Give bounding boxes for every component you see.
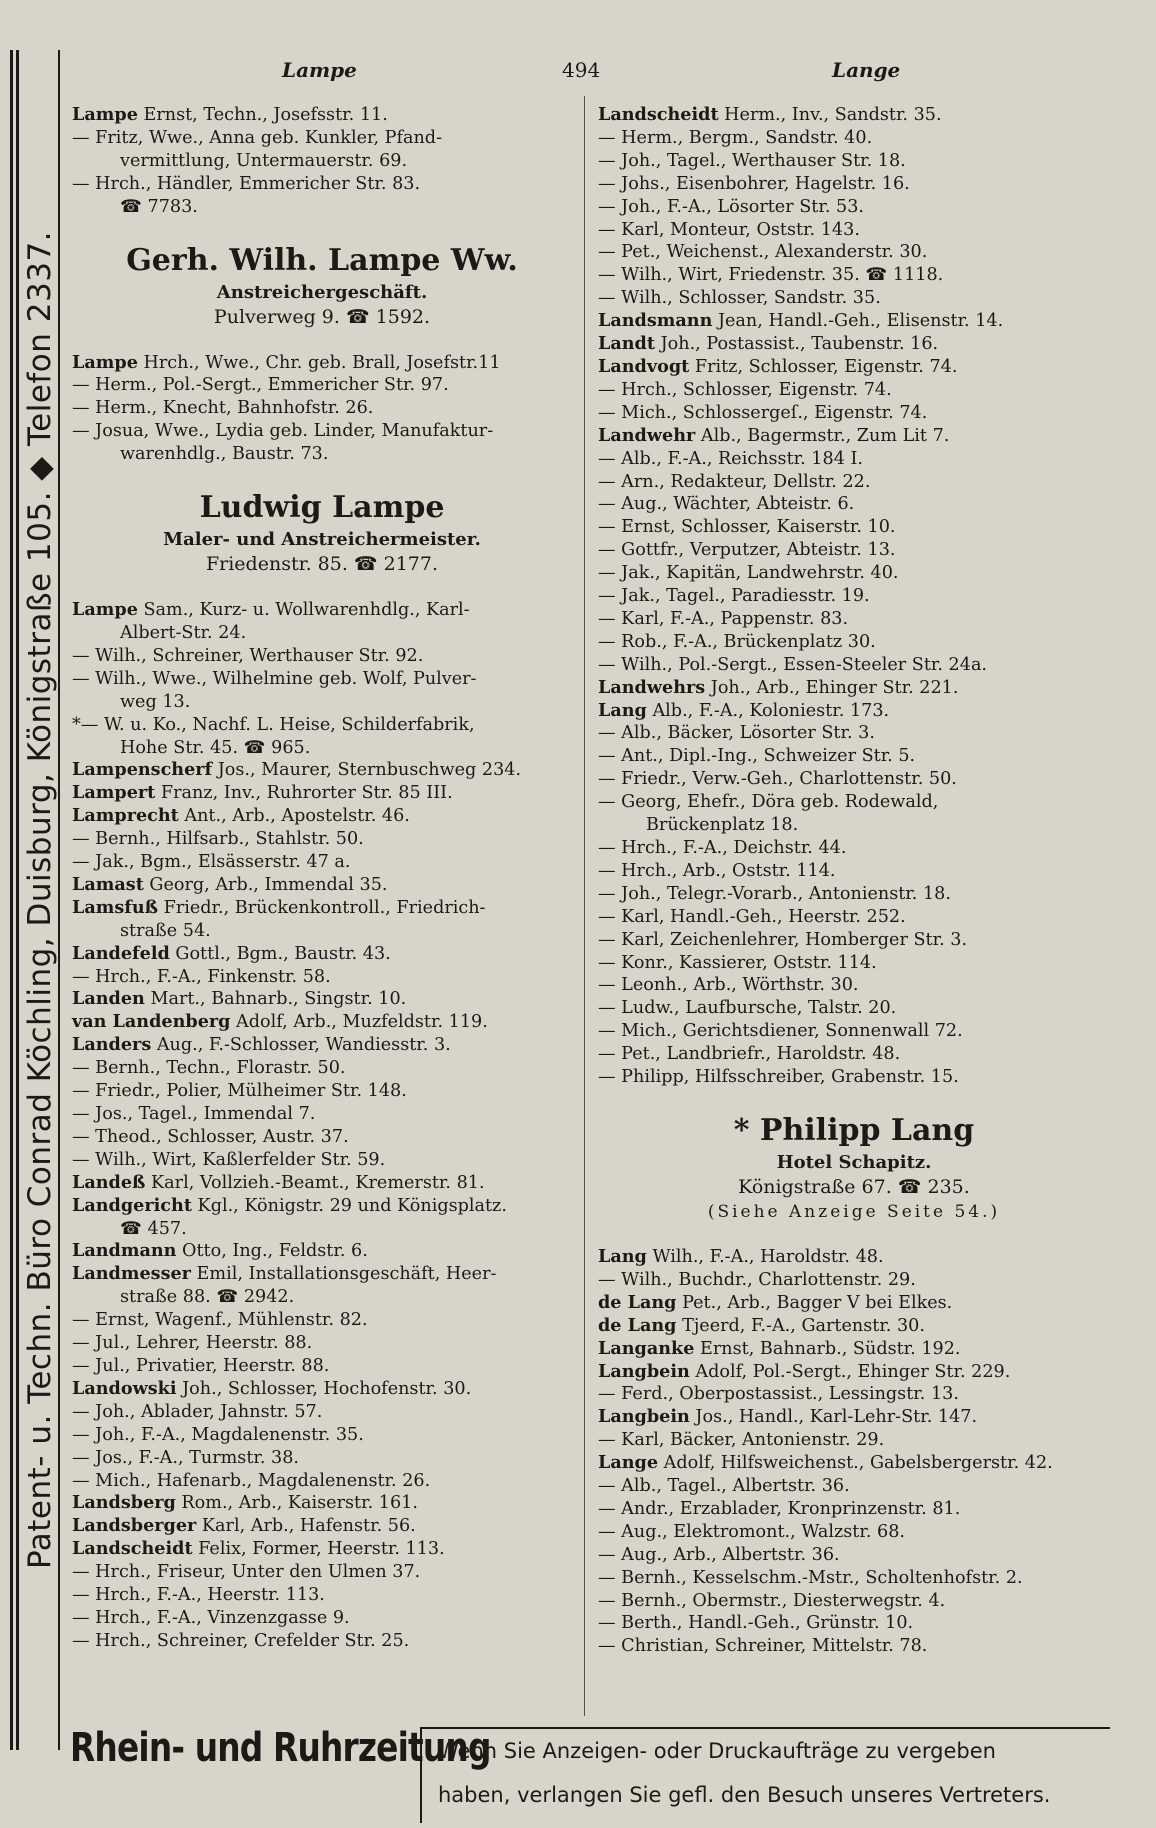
entry-text: — Joh., F.-A., Lösorter Str. 53. (598, 196, 864, 217)
entry-text: Joh., Schlosser, Hochofenstr. 30. (176, 1378, 472, 1399)
entry-surname: Lange (598, 1452, 659, 1474)
directory-entry (598, 814, 1110, 837)
directory-entry (72, 714, 572, 737)
entry-text: — Karl, Zeichenlehrer, Homberger Str. 3. (598, 929, 968, 950)
entry-text: — Bernh., Techn., Florastr. 50. (72, 1058, 346, 1079)
entry-text: — Ant., Dipl.-Ing., Schweizer Str. 5. (598, 746, 916, 767)
directory-entry (72, 645, 572, 668)
entry-surname: Landefeld (72, 942, 170, 964)
entry-text: — Karl, Bäcker, Antonienstr. 29. (598, 1430, 885, 1451)
entry-text: Tjeerd, F.-A., Gartenstr. 30. (676, 1315, 925, 1336)
entry-surname: Lampenscherf (72, 759, 213, 781)
entry-text: — Hrch., Händler, Emmericher Str. 83. (72, 173, 421, 194)
entry-text: — Herm., Pol.-Sergt., Emmericher Str. 97. (72, 375, 449, 396)
entry-text: — Georg, Ehefr., Döra geb. Rodewald, (598, 792, 939, 813)
entry-text: weg 13. (120, 691, 191, 712)
entry-surname: Landwehrs (598, 676, 706, 698)
entry-text: — Bernh., Kesselschm.-Mstr., Scholtenhofstr. 2. (598, 1567, 1023, 1588)
directory-entry (72, 1309, 572, 1332)
entry-text: — Philipp, Hilfsschreiber, Grabenstr. 15. (598, 1067, 959, 1088)
sidebar-rule (58, 50, 60, 1750)
entry-text: Georg, Arb., Immendal 35. (143, 874, 388, 895)
advert-box (420, 1727, 1110, 1823)
directory-entry (598, 997, 1110, 1020)
directory-entry (72, 1355, 572, 1378)
directory-entry (72, 874, 572, 897)
directory-entry (598, 1544, 1110, 1567)
directory-entry (72, 1218, 572, 1241)
directory-entry (598, 173, 1110, 196)
sidebar-advert-text: Patent- u. Techn. Büro Conrad Köchling, Duisburg, Königstraße 105. ◆ Telefon 2337. (22, 230, 58, 1570)
advert-line-1: Wenn Sie Anzeigen- oder Druckaufträge zu vergeben (438, 1739, 996, 1763)
entry-text: — Herm., Bergm., Sandstr. 40. (598, 127, 873, 148)
entry-text: Mart., Bahnarb., Singstr. 10. (144, 989, 407, 1010)
directory-entry (598, 379, 1110, 402)
entry-text: Pet., Arb., Bagger V bei Elkes. (676, 1292, 953, 1313)
header-left-keyword: Lampe (282, 58, 357, 82)
entry-text: — Jak., Bgm., Elsässerstr. 47 a. (72, 852, 351, 873)
entry-text: Adolf, Hilfsweichenst., Gabelsbergerstr. 42. (658, 1453, 1053, 1474)
entry-surname: Lamprecht (72, 805, 179, 827)
entry-text: — Alb., Bäcker, Lösorter Str. 3. (598, 723, 875, 744)
entry-text: Adolf, Pol.-Sergt., Ehinger Str. 229. (689, 1361, 1011, 1382)
entry-text: — Wilh., Wirt, Friedenstr. 35. ☎ 1118. (598, 265, 944, 286)
entry-text: — Rob., F.-A., Brückenplatz 30. (598, 631, 876, 652)
directory-entry (72, 173, 572, 196)
left-column (72, 104, 572, 1653)
entry-surname: Landsberg (72, 1492, 176, 1514)
entry-surname: Landgericht (72, 1194, 192, 1216)
directory-entry (598, 333, 1110, 356)
entry-text: — Jos., F.-A., Turmstr. 38. (72, 1447, 300, 1468)
directory-entry (72, 352, 572, 375)
directory-entry (598, 471, 1110, 494)
entry-text: — Jul., Privatier, Heerstr. 88. (72, 1355, 330, 1376)
directory-entry (72, 737, 572, 760)
directory-entry (598, 516, 1110, 539)
advert-t2: Hotel Schapitz. (776, 1151, 932, 1173)
entry-text: — Wilh., Pol.-Sergt., Essen-Steeler Str. 24a. (598, 654, 988, 675)
entry-surname: Langbein (598, 1406, 690, 1428)
entry-text: — Joh., F.-A., Magdalenenstr. 35. (72, 1424, 364, 1445)
entry-surname: Landen (72, 988, 145, 1010)
entry-text: — Pet., Weichenst., Alexanderstr. 30. (598, 242, 928, 263)
entry-text: — Wilh., Wirt, Kaßlerfelder Str. 59. (72, 1149, 386, 1170)
directory-entry (598, 585, 1110, 608)
advert-t1: Gerh. Wilh. Lampe Ww. (126, 242, 518, 278)
directory-entry (598, 860, 1110, 883)
entry-text: Jean, Handl.-Geh., Elisenstr. 14. (712, 311, 1004, 332)
entry-text: straße 88. ☎ 2942. (120, 1287, 295, 1308)
advert-t3: Pulverweg 9. ☎ 1592. (213, 305, 431, 328)
entry-text: — Christian, Schreiner, Mittelstr. 78. (598, 1636, 928, 1657)
directory-entry (72, 1630, 572, 1653)
entry-text: — Joh., Telegr.-Vorarb., Antonienstr. 18. (598, 883, 951, 904)
directory-entry (72, 1126, 572, 1149)
directory-entry (72, 1172, 572, 1195)
directory-entry (598, 310, 1110, 333)
entry-text: — Josua, Wwe., Lydia geb. Linder, Manufaktur- (72, 421, 494, 442)
directory-entry (72, 622, 572, 645)
directory-entry (72, 1538, 572, 1561)
directory-entry (598, 1383, 1110, 1406)
entry-text: — Hrch., F.-A., Deichstr. 44. (598, 838, 847, 858)
entry-text: — Jak., Tagel., Paradiesstr. 19. (598, 586, 870, 607)
directory-entry (598, 1020, 1110, 1043)
sidebar-rule (16, 50, 19, 1750)
directory-entry (72, 443, 572, 466)
directory-entry (598, 402, 1110, 425)
entry-text: Franz, Inv., Ruhrorter Str. 85 III. (155, 783, 453, 804)
entry-surname: van Landenberg (72, 1011, 231, 1033)
newspaper-name: Rhein- und Ruhrzeitung (70, 1725, 491, 1771)
directory-entry (72, 988, 572, 1011)
directory-entry (598, 883, 1110, 906)
entry-surname: Landers (72, 1034, 152, 1056)
advert-t2: Maler- und Anstreichermeister. (163, 529, 481, 551)
directory-entry (72, 1607, 572, 1630)
entry-surname: Langanke (598, 1337, 695, 1359)
directory-entry (598, 1361, 1110, 1384)
directory-entry (72, 1149, 572, 1172)
entry-text: Felix, Former, Heerstr. 113. (192, 1539, 445, 1560)
entry-surname: Lamsfuß (72, 896, 159, 918)
advert-t2: Anstreichergeschäft. (216, 281, 428, 303)
entry-text: *— W. u. Ko., Nachf. L. Heise, Schilderfabrik, (72, 714, 475, 735)
entry-text: — Alb., Tagel., Albertstr. 36. (598, 1476, 850, 1497)
entry-text: Ernst, Bahnarb., Südstr. 192. (694, 1338, 961, 1359)
directory-entry (598, 425, 1110, 448)
entry-text: — Herm., Knecht, Bahnhofstr. 26. (72, 398, 374, 419)
directory-entry (598, 448, 1110, 471)
entry-text: — Joh., Ablader, Jahnstr. 57. (72, 1401, 323, 1422)
directory-entry (598, 1498, 1110, 1521)
entry-text: Rom., Arb., Kaiserstr. 161. (175, 1493, 418, 1514)
entry-text: Kgl., Königstr. 29 und Königsplatz. (191, 1195, 507, 1216)
entry-surname: Lampert (72, 782, 156, 804)
sidebar-advert (0, 50, 64, 1750)
directory-entry (72, 104, 572, 127)
advert-t4: (Siehe Anzeige Seite 54.) (707, 1201, 1001, 1222)
entry-surname: Landwehr (598, 424, 696, 446)
directory-entry (598, 264, 1110, 287)
entry-text: Fritz, Schlosser, Eigenstr. 74. (689, 356, 958, 377)
entry-surname: Landscheidt (598, 104, 719, 125)
directory-entry (72, 668, 572, 691)
entry-text: Karl, Arb., Hafenstr. 56. (196, 1516, 416, 1537)
entry-text: Emil, Installationsgeschäft, Heer- (190, 1264, 497, 1285)
directory-entry (72, 1195, 572, 1218)
entry-surname: Landsberger (72, 1515, 197, 1537)
directory-entry (72, 1561, 572, 1584)
entry-text: — Hrch., F.-A., Vinzenzgasse 9. (72, 1607, 350, 1628)
entry-surname: Landmann (72, 1240, 177, 1262)
entry-text: — Andr., Erzablader, Kronprinzenstr. 81. (598, 1498, 961, 1519)
directory-entry (598, 722, 1110, 745)
entry-text: — Mich., Gerichtsdiener, Sonnenwall 72. (598, 1021, 963, 1042)
entry-surname: Landt (598, 333, 655, 355)
entry-text: — Arn., Redakteur, Dellstr. 22. (598, 471, 871, 492)
entry-text: — Hrch., Arb., Oststr. 114. (598, 860, 836, 881)
entry-surname: Lampe (72, 104, 138, 125)
directory-entry (72, 851, 572, 874)
entry-text: straße 54. (120, 920, 211, 941)
directory-entry (72, 805, 572, 828)
entry-text: — Bernh., Hilfsarb., Stahlstr. 50. (72, 829, 364, 850)
directory-entry (598, 768, 1110, 791)
entry-text: — Mich., Schlossergeſ., Eigenstr. 74. (598, 402, 928, 423)
directory-entry (598, 356, 1110, 379)
directory-entry (598, 196, 1110, 219)
entry-text: — Hrch., Schlosser, Eigenstr. 74. (598, 379, 892, 400)
entry-surname: Landscheidt (72, 1538, 193, 1560)
directory-entry (72, 1378, 572, 1401)
entry-surname: Lampe (72, 351, 138, 373)
directory-entry (598, 1043, 1110, 1066)
directory-entry (72, 150, 572, 173)
entry-surname: Landowski (72, 1377, 177, 1399)
entry-text: — Ferd., Oberpostassist., Lessingstr. 13. (598, 1384, 959, 1405)
entry-text: — Joh., Tagel., Werthauser Str. 18. (598, 150, 906, 171)
advert-t3: Königstraße 67. ☎ 235. (738, 1175, 970, 1198)
directory-entry (598, 562, 1110, 585)
directory-entry (72, 1034, 572, 1057)
directory-entry (72, 1492, 572, 1515)
entry-text: Herm., Inv., Sandstr. 35. (718, 105, 942, 125)
directory-entry (598, 219, 1110, 242)
directory-entry (598, 929, 1110, 952)
entry-text: — Friedr., Verw.-Geh., Charlottenstr. 50. (598, 769, 957, 790)
entry-text: Aug., F.-Schlosser, Wandiesstr. 3. (151, 1035, 451, 1056)
entry-surname: Landsmann (598, 310, 713, 332)
directory-entry (598, 906, 1110, 929)
directory-entry (598, 1567, 1110, 1590)
directory-entry (598, 1338, 1110, 1361)
directory-entry (72, 1080, 572, 1103)
entry-text: — Jak., Kapitän, Landwehrstr. 40. (598, 563, 899, 584)
entry-text: — Aug., Elektromont., Walzstr. 68. (598, 1521, 906, 1542)
entry-text: Sam., Kurz- u. Wollwarenhdlg., Karl- (137, 600, 470, 621)
entry-text: Joh., Arb., Ehinger Str. 221. (705, 677, 959, 698)
entry-text: ☎ 7783. (120, 196, 198, 217)
directory-entry (72, 691, 572, 714)
directory-entry (598, 791, 1110, 814)
entry-text: — Hrch., Schreiner, Crefelder Str. 25. (72, 1630, 410, 1651)
entry-surname: Lang (598, 699, 647, 721)
page-header (72, 58, 1132, 90)
directory-entry (598, 608, 1110, 631)
entry-text: Brückenplatz 18. (646, 815, 799, 836)
directory-entry (598, 631, 1110, 654)
entry-text: — Wilh., Wwe., Wilhelmine geb. Wolf, Pulver- (72, 668, 477, 689)
directory-entry (72, 196, 572, 219)
advert-block (598, 1111, 1110, 1224)
entry-text: Adolf, Arb., Muzfeldstr. 119. (230, 1012, 488, 1033)
entry-text: — Pet., Landbriefr., Haroldstr. 48. (598, 1044, 901, 1065)
directory-entry (72, 1103, 572, 1126)
entry-text: — Hrch., F.-A., Heerstr. 113. (72, 1585, 325, 1606)
right-column (598, 104, 1110, 1658)
entry-text: — Friedr., Polier, Mülheimer Str. 148. (72, 1081, 407, 1102)
entry-text: — Johs., Eisenbohrer, Hagelstr. 16. (598, 173, 910, 194)
entry-surname: Lampe (72, 599, 138, 621)
directory-entry (598, 700, 1110, 723)
directory-entry (72, 782, 572, 805)
directory-entry (598, 745, 1110, 768)
directory-entry (72, 1263, 572, 1286)
directory-entry (72, 966, 572, 989)
entry-text: Hohe Str. 45. ☎ 965. (120, 737, 311, 758)
entry-text: Alb., Bagermstr., Zum Lit 7. (695, 425, 950, 446)
directory-entry (598, 150, 1110, 173)
advert-block (72, 488, 572, 577)
entry-text: — Hrch., Friseur, Unter den Ulmen 37. (72, 1562, 421, 1583)
entry-text: Jos., Maurer, Sternbuschweg 234. (212, 760, 522, 781)
entry-text: — Aug., Wächter, Abteistr. 6. (598, 494, 855, 515)
advert-line-2: haben, verlangen Sie gefl. den Besuch unseres Vertreters. (438, 1783, 1051, 1807)
entry-text: Alb., F.-A., Koloniestr. 173. (646, 700, 890, 721)
entry-text: — Gottfr., Verputzer, Abteistr. 13. (598, 540, 896, 561)
directory-entry (72, 1332, 572, 1355)
directory-entry (72, 1057, 572, 1080)
entry-surname: Lang (598, 1245, 647, 1267)
entry-text: — Karl, Monteur, Oststr. 143. (598, 219, 860, 240)
entry-text: — Ernst, Schlosser, Kaiserstr. 10. (598, 517, 896, 538)
entry-text: — Karl, F.-A., Pappenstr. 83. (598, 608, 849, 629)
entry-text: — Berth., Handl.-Geh., Grünstr. 10. (598, 1613, 914, 1634)
entry-surname: Landeß (72, 1171, 146, 1193)
page-number: 494 (562, 58, 601, 82)
entry-text: — Wilh., Schlosser, Sandstr. 35. (598, 288, 881, 309)
directory-entry (72, 1286, 572, 1309)
header-right-keyword: Lange (832, 58, 901, 82)
directory-entry (72, 828, 572, 851)
entry-text: — Hrch., F.-A., Finkenstr. 58. (72, 966, 331, 987)
directory-entry (72, 759, 572, 782)
directory-entry (598, 1406, 1110, 1429)
directory-entry (72, 374, 572, 397)
directory-entry (598, 677, 1110, 700)
directory-entry (72, 943, 572, 966)
directory-entry (72, 1424, 572, 1447)
directory-entry (598, 952, 1110, 975)
directory-entry (72, 1515, 572, 1538)
entry-text: Wilh., F.-A., Haroldstr. 48. (646, 1246, 884, 1267)
entry-text: — Karl, Handl.-Geh., Heerstr. 252. (598, 906, 906, 927)
directory-entry (598, 1590, 1110, 1613)
entry-surname: Lamast (72, 873, 144, 895)
entry-text: — Aug., Arb., Albertstr. 36. (598, 1544, 840, 1565)
directory-entry (598, 1612, 1110, 1635)
directory-entry (598, 837, 1110, 860)
entry-surname: Landmesser (72, 1263, 191, 1285)
entry-text: — Jos., Tagel., Immendal 7. (72, 1104, 316, 1124)
entry-text: Otto, Ing., Feldstr. 6. (176, 1241, 368, 1262)
directory-entry (598, 287, 1110, 310)
entry-surname: Langbein (598, 1360, 690, 1382)
directory-entry (598, 493, 1110, 516)
directory-entry (598, 1452, 1110, 1475)
advert-t1: Ludwig Lampe (199, 490, 445, 526)
directory-entry (598, 974, 1110, 997)
entry-text: — Jul., Lehrer, Heerstr. 88. (72, 1333, 313, 1354)
directory-entry (598, 539, 1110, 562)
entry-text: — Fritz, Wwe., Anna geb. Kunkler, Pfand- (72, 127, 443, 148)
entry-surname: de Lang (598, 1314, 677, 1336)
entry-surname: de Lang (598, 1291, 677, 1313)
entry-text: Ernst, Techn., Josefsstr. 11. (137, 105, 388, 125)
directory-entry (72, 1401, 572, 1424)
directory-entry (72, 397, 572, 420)
directory-entry (598, 1269, 1110, 1292)
directory-entry (72, 1447, 572, 1470)
advert-t3: Friedenstr. 85. ☎ 2177. (205, 553, 439, 576)
directory-entry (72, 1584, 572, 1607)
directory-entry (72, 1240, 572, 1263)
entry-text: — Konr., Kassierer, Oststr. 114. (598, 952, 877, 973)
directory-entry (72, 920, 572, 943)
directory-entry (598, 654, 1110, 677)
sidebar-vertical-text (24, 50, 56, 1750)
directory-entry (598, 241, 1110, 264)
entry-text: — Alb., F.-A., Reichsstr. 184 I. (598, 448, 864, 469)
entry-text: — Ernst, Wagenf., Mühlenstr. 82. (72, 1310, 368, 1331)
entry-text: Friedr., Brückenkontroll., Friedrich- (158, 897, 486, 918)
advert-block (72, 241, 572, 330)
footer-advert (70, 1715, 1110, 1825)
entry-text: Joh., Postassist., Taubenstr. 16. (655, 334, 939, 355)
advert-t1: * Philipp Lang (733, 1112, 975, 1148)
entry-text: Hrch., Wwe., Chr. geb. Brall, Josefstr.11 (137, 352, 501, 373)
entry-text: — Wilh., Buchdr., Charlottenstr. 29. (598, 1269, 916, 1290)
directory-entry (72, 1011, 572, 1034)
entry-text: — Ludw., Laufbursche, Talstr. 20. (598, 998, 897, 1019)
entry-text: — Bernh., Obermstr., Diesterwegstr. 4. (598, 1590, 946, 1611)
entry-text: — Leonh., Arb., Wörthstr. 30. (598, 975, 859, 996)
directory-entry (72, 897, 572, 920)
entry-text: Gottl., Bgm., Baustr. 43. (169, 943, 391, 964)
entry-text: Karl, Vollzieh.-Beamt., Kremerstr. 81. (145, 1172, 485, 1193)
directory-entry (598, 1521, 1110, 1544)
entry-text: ☎ 457. (120, 1218, 187, 1239)
directory-entry (598, 1292, 1110, 1315)
directory-entry (72, 127, 572, 150)
entry-text: Ant., Arb., Apostelstr. 46. (178, 806, 410, 827)
entry-text: — Mich., Hafenarb., Magdalenenstr. 26. (72, 1470, 431, 1491)
sidebar-rule (10, 50, 13, 1750)
directory-entry (72, 599, 572, 622)
entry-text: Jos., Handl., Karl-Lehr-Str. 147. (689, 1407, 978, 1428)
directory-entry (598, 1635, 1110, 1658)
entry-text: warenhdlg., Baustr. 73. (120, 444, 329, 465)
entry-text: vermittlung, Untermauerstr. 69. (120, 150, 408, 171)
entry-text: — Wilh., Schreiner, Werthauser Str. 92. (72, 645, 424, 666)
directory-entry (598, 1246, 1110, 1269)
directory-entry (72, 420, 572, 443)
directory-entry (598, 127, 1110, 150)
directory-entry (598, 1315, 1110, 1338)
directory-entry (598, 104, 1110, 127)
directory-entry (598, 1475, 1110, 1498)
entry-surname: Landvogt (598, 355, 690, 377)
directory-entry (598, 1066, 1110, 1089)
entry-text: Albert-Str. 24. (120, 622, 247, 643)
entry-text: — Theod., Schlosser, Austr. 37. (72, 1126, 349, 1147)
directory-entry (598, 1429, 1110, 1452)
directory-entry (72, 1470, 572, 1493)
